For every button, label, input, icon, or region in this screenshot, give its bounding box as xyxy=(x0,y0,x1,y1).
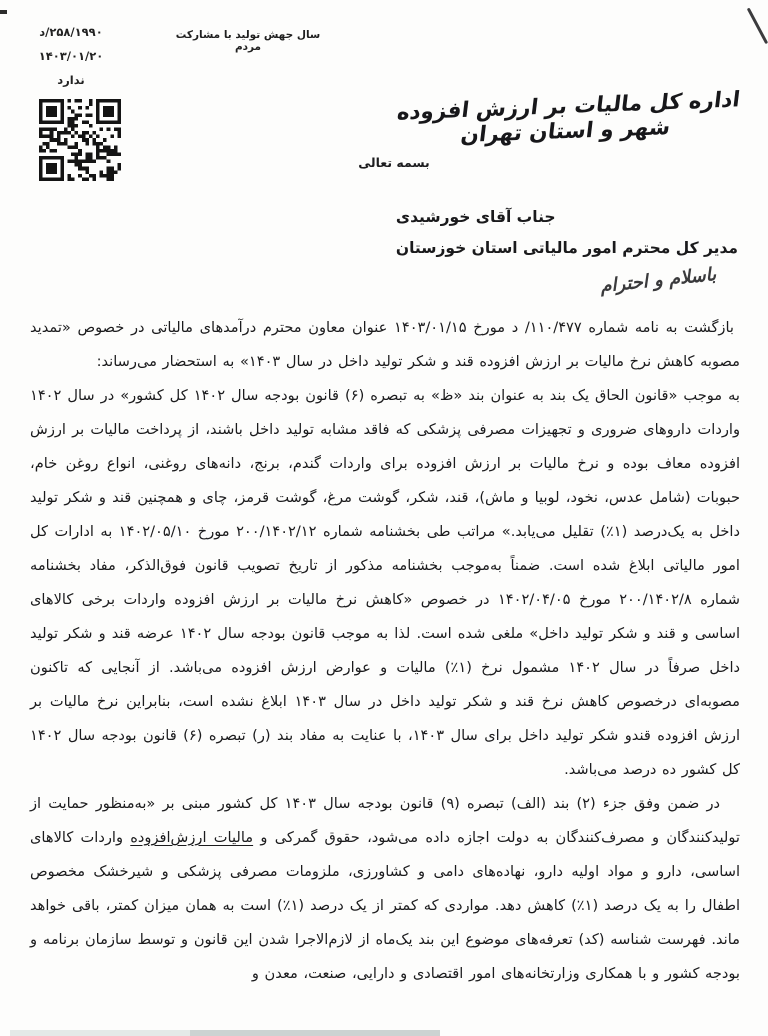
qr-code xyxy=(34,99,126,181)
recipient-name: جناب آقای خورشیدی xyxy=(395,208,556,226)
letter-attachment: ندارد xyxy=(57,73,85,87)
handwritten-salutation: باسلام و احترام xyxy=(598,263,717,298)
letter-meta xyxy=(28,20,114,92)
paragraph-2: به موجب «قانون الحاق یک بند به عنوان بند «ظ» به تبصره (۶) قانون بودجه سال ۱۴۰۲ کل کشور» در سال ۱۴۰۲ واردات داروهای ضروری و تجهیزات مصرفی پزشکی که فاقد مشابه تولید داخل باشند، از پرداخت مالیات بر ارزش افزوده معاف بوده و نرخ مالیات بر ارزش افزوده برای واردات گندم، برنج، دانه‌های روغنی، انواع روغن خام، حبوبات (شامل عدس، نخود، لوبیا و ماش)، قند، شکر، گوشت مرغ، گوشت قرمز، چای و همچنین قند و شکر تولید داخل به یک‌درصد (۱٪) تقلیل می‌یابد.» مراتب طی بخشنامه شماره ۲۰۰/۱۴۰۲/۱۲ مورخ ۱۴۰۲/۰۵/۱۰ به ادارات کل امور مالیاتی ابلاغ شده است. ضمناً به‌موجب بخشنامه مذکور از تاریخ تصویب قانون فوق‌الذکر، مفاد بخشنامه شماره ۲۰۰/۱۴۰۲/۸ مورخ ۱۴۰۲/۰۴/۰۵ در خصوص «کاهش نرخ مالیات بر ارزش افزوده واردات برخی کالاهای اساسی و قند و شکر تولید داخل» ملغی شده است. لذا به موجب قانون بودجه سال ۱۴۰۲ عرضه قند و شکر تولید داخل صرفاً در سال ۱۴۰۲ مشمول نرخ (۱٪) مالیات و عوارض ارزش افزوده می‌باشد. از آنجایی که تاکنون مصوبه‌ای درخصوص کاهش نرخ قند و شکر تولید داخل در سال ۱۴۰۳ ابلاغ نشده است، بنابراین نرخ مالیات بر ارزش افزوده قندو شکر تولید داخل برای سال ۱۴۰۳، با عنایت به مفاد بند (ر) تبصره (۶) قانون بودجه سال ۱۴۰۲ کل کشور ده درصد می‌باشد. xyxy=(30,387,741,778)
letter-date: ۱۴۰۳/۰۱/۲۰ xyxy=(38,49,104,63)
paragraph-3-start: در ضمن وفق جزء (۲) بند (الف) تبصره (۹) قانون بودجه سال ۱۴۰۳ کل کشور مبنی بر «به‌منظور حمایت از تولیدکنندگان و مصرف‌کنندگان به دولت اجازه داده می‌شود، حقوق گمرکی و xyxy=(30,795,740,846)
recipient-title: مدیر کل محترم امور مالیاتی استان خوزستان xyxy=(395,239,738,257)
paragraph-3 xyxy=(30,787,740,991)
besmellah: بسمه تعالی xyxy=(358,155,430,170)
year-slogan: سال جهش تولید با مشارکت مردم xyxy=(175,29,321,53)
scan-edge-mark xyxy=(0,10,7,14)
organization-title: اداره کل مالیات بر ارزش افزوده شهر و استان تهران xyxy=(395,87,742,149)
paragraph-1: بازگشت به نامه شماره ۱۱۰/۴۷۷/ د مورخ ۱۴۰۳/۰۱/۱۵ عنوان معاون محترم درآمدهای مالیاتی در خصوص «تمدید مصوبه کاهش نرخ مالیات بر ارزش افزوده قند و شکر تولید داخل در سال ۱۴۰۳» به استحضار می‌رساند: xyxy=(30,319,740,370)
letter-number: ۲۵۸/۱۹۹۰/د xyxy=(39,25,103,39)
pen-corner-mark xyxy=(746,8,767,44)
letter-body xyxy=(30,311,740,991)
recipient-block xyxy=(396,202,738,264)
underlined-phrase: مالیات ارزش‌افزوده xyxy=(130,829,254,846)
paragraph-3-end: واردات کالاهای اساسی، دارو و مواد اولیه دارو، نهاده‌های دامی و کشاورزی، ملزومات مصرفی پزشکی و شیرخشک مخصوص اطفال را به یک درصد (۱٪) کاهش دهد. مواردی که کمتر از یک درصد (۱٪) است به همان میزان کمتر، باقی خواهد ماند. فهرست شناسه (کد) تعرفه‌های موضوع این بند یک‌ماه از لازم‌الاجرا شدن این قانون و توسط سازمان برنامه و بودجه کشور و با همکاری وزارتخانه‌های امور اقتصادی و دارایی، صنعت، معدن و xyxy=(30,829,741,982)
scan-artifact-bar-dark xyxy=(190,1030,440,1036)
